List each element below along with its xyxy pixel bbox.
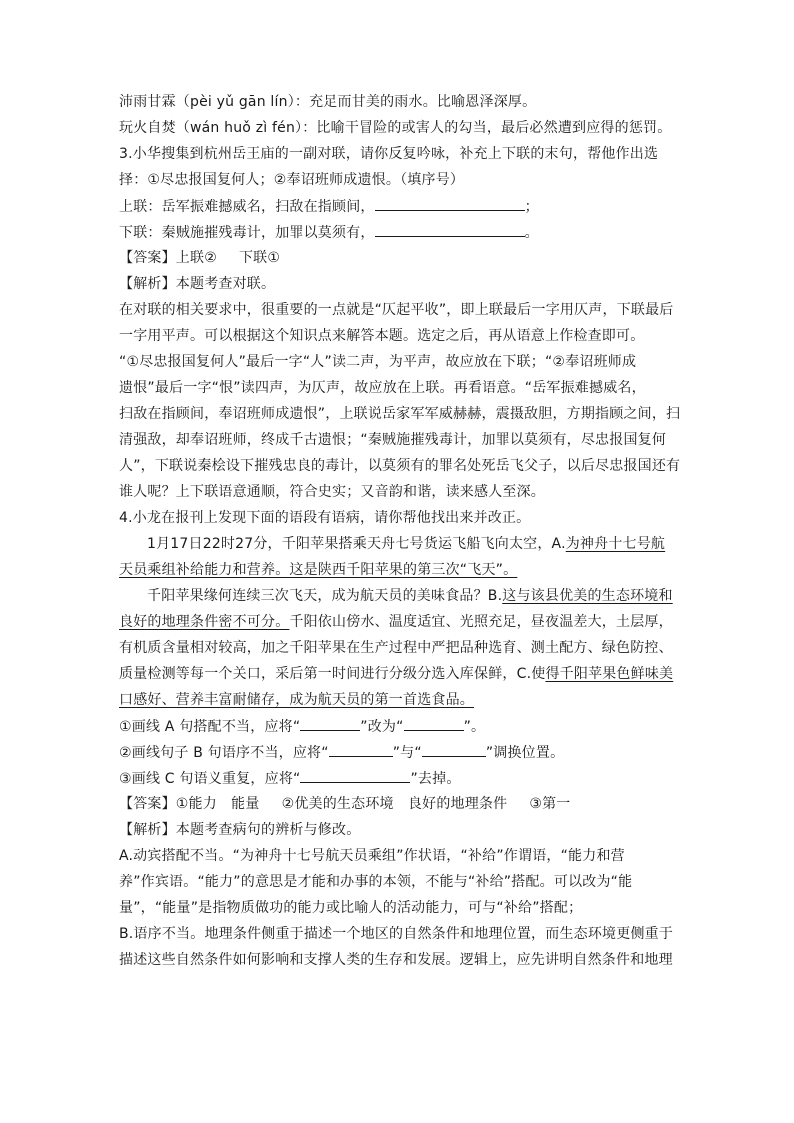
underline-b: 这与该县优美的生态环境和 bbox=[502, 588, 673, 604]
answer-line: 【答案】上联② 下联① bbox=[119, 250, 281, 266]
couplet-lower-text: 下联：秦贼施摧残毒计，加罪以莫须有， bbox=[119, 225, 375, 241]
analysis-text: “①尽忠报国复何人”最后一字“人”读二声，为平声，故应放在下联；“②奉诏班师成 bbox=[119, 354, 637, 370]
analysis-text: B.语序不当。地理条件侧重于描述一个地区的自然条件和地理位置，而生态环境更侧重于 bbox=[119, 926, 674, 942]
analysis-text: 量”，“能量”是指物质做功的能力或比喻人的活动能力，可与“补给”搭配； bbox=[119, 900, 583, 916]
couplet-upper-text: 上联：岳军振难撼威名，扫敌在指顾间， bbox=[119, 199, 375, 215]
analysis-text: 谁人呢？上下联语意通顺，符合史实；又音韵和谐，读来感人至深。 bbox=[119, 484, 545, 500]
idiom-definition: 沛雨甘霖（pèi yǔ gān lín）：充足而甘美的雨水。比喻恩泽深厚。 bbox=[119, 94, 537, 110]
underline-c: 口感好、营养丰富耐储存，成为航天员的第一首选食品。 bbox=[119, 692, 474, 708]
question-3-text: 3.小华搜集到杭州岳王庙的一副对联，请你反复吟咏，补充上下联的末句，帮他作出选 bbox=[119, 146, 659, 162]
question-3-text: 择：①尽忠报国复何人；②奉诏班师成遗恨。（填序号） bbox=[119, 172, 465, 188]
answer-blank bbox=[300, 768, 410, 783]
analysis-heading: 【解析】本题考查对联。 bbox=[119, 276, 276, 292]
passage-line: 质量检测等每一个关口，采后第一时间进行分级分选入库保鲜，C.使得千阳苹果色鲜味美 bbox=[119, 666, 674, 682]
sub-question-3: ③画线 C 句语义重复，应将“ ”去掉。 bbox=[119, 768, 679, 794]
answer-blank bbox=[422, 742, 486, 757]
answer-blank bbox=[300, 716, 360, 731]
passage-line: 良好的地理条件密不可分。千阳依山傍水、温度适宜、光照充足，昼夜温差大，土层厚， bbox=[119, 614, 673, 630]
underline-b: 良好的地理条件密不可分。 bbox=[119, 614, 290, 630]
underline-a: 为神舟十七号航 bbox=[565, 536, 666, 552]
answer-blank bbox=[375, 222, 525, 237]
idiom-definition: 玩火自焚（wán huǒ zì fén）：比喻干冒险的或害人的勾当，最后必然遭到应得的惩罚。 bbox=[119, 120, 672, 136]
analysis-text: 清强敌，却奉诏班师，终成千古遗恨；“秦贼施摧残毒计，加罪以莫须有，尽忠报国复何 bbox=[119, 432, 667, 448]
question-4-text: 4.小龙在报刊上发现下面的语段有语病，请你帮他找出来并改正。 bbox=[119, 510, 531, 526]
answer-blank bbox=[329, 742, 393, 757]
sub-question-2: ②画线句子 B 句语序不当，应将“ ”与“ ”调换位置。 bbox=[119, 742, 679, 768]
analysis-text: 在对联的相关要求中，很重要的一点就是“仄起平收”，即上联最后一字用仄声，下联最后 bbox=[119, 302, 674, 318]
analysis-text: 养”作宾语。“能力”的意思是才能和办事的本领，不能与“补给”搭配。可以改为“能 bbox=[119, 874, 633, 890]
analysis-text: 扫敌在指顾间，奉诏班师成遗恨”，上联说岳家军军威赫赫，震摄敌胆，方期指顾之间，扫 bbox=[119, 406, 681, 422]
passage-line bbox=[119, 560, 679, 586]
analysis-heading: 【解析】本题考查病句的辨析与修改。 bbox=[119, 822, 361, 838]
underline-c: 得千阳苹果色鲜味美 bbox=[545, 666, 674, 682]
analysis-text: A.动宾搭配不当。“为神舟十七号航天员乘组”作状语，“补给”作谓语，“能力和营 bbox=[119, 848, 625, 864]
sub-question-1: ①画线 A 句搭配不当，应将“ ”改为“ ”。 bbox=[119, 716, 679, 742]
document-page bbox=[119, 92, 679, 976]
analysis-text: 一字用平声。可以根据这个知识点来解答本题。选定之后，再从语意上作检查即可。 bbox=[119, 328, 645, 344]
couplet-upper-line: 上联：岳军振难撼威名，扫敌在指顾间， ； bbox=[119, 196, 679, 222]
analysis-text: 人”，下联说秦桧设下摧残忠良的毒计，以莫须有的罪名处死岳飞父子，以后尽忠报国还有 bbox=[119, 458, 681, 474]
answer-blank bbox=[404, 716, 464, 731]
passage-line bbox=[119, 690, 679, 716]
answer-line: 【答案】①能力 能量 ②优美的生态环境 良好的地理条件 ③第一 bbox=[119, 796, 571, 812]
underline-a: 天员乘组补给能力和营养。这是陕西千阳苹果的第三次“飞天”。 bbox=[119, 562, 518, 578]
couplet-lower-line: 下联：秦贼施摧残毒计，加罪以莫须有， 。 bbox=[119, 222, 679, 248]
passage-line: 1月17日22时27分，千阳苹果搭乘天舟七号货运飞船飞向太空，A.为神舟十七号航 bbox=[147, 536, 666, 552]
answer-blank bbox=[375, 196, 525, 211]
passage-line: 千阳苹果缘何连续三次飞天，成为航天员的美味食品？B.这与该县优美的生态环境和 bbox=[147, 588, 673, 604]
analysis-text: 描述这些自然条件如何影响和支撑人类的生存和发展。逻辑上，应先讲明自然条件和地理 bbox=[119, 952, 673, 968]
passage-line: 有机质含量相对较高，加之千阳苹果在生产过程中严把品种选育、测土配方、绿色防控、 bbox=[119, 640, 673, 656]
analysis-text: 遗恨”最后一字“恨”读四声，为仄声，故应放在上联。再看语意。“岳军振难撼威名， bbox=[119, 380, 646, 396]
